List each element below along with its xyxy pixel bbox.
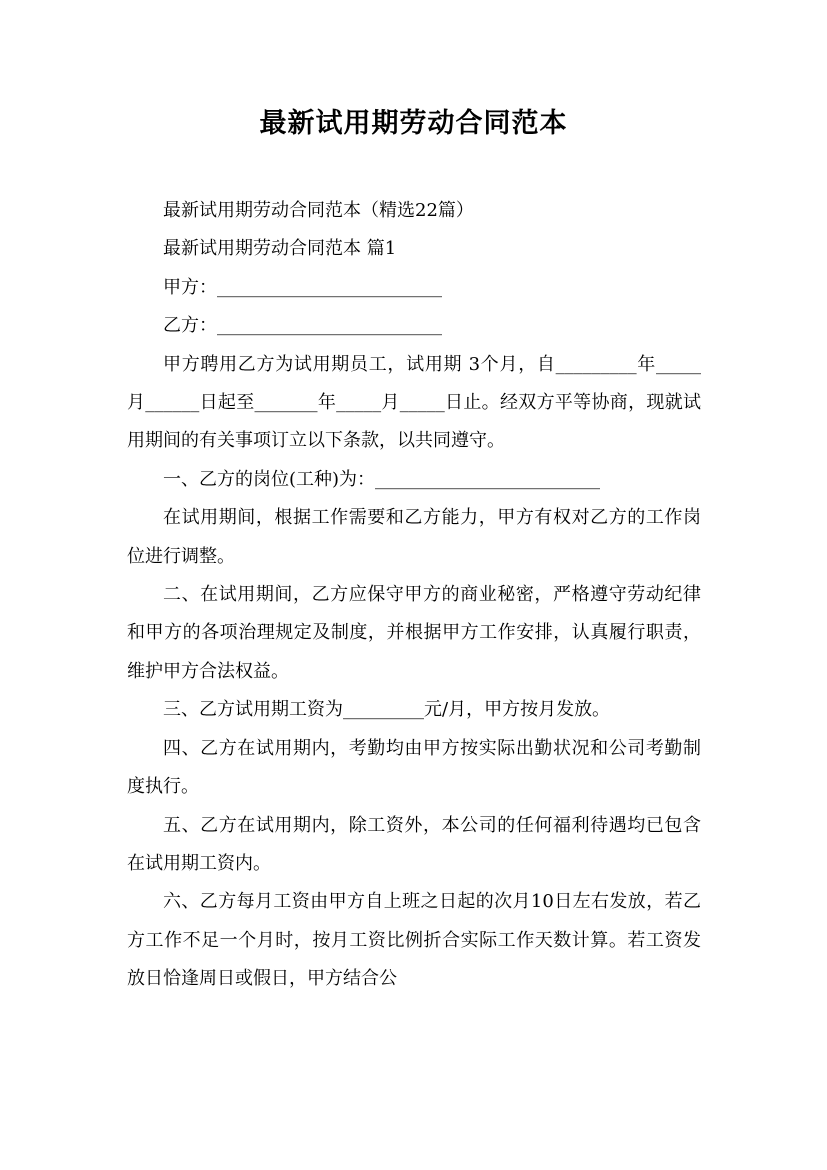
paragraph-party-b: 乙方：_________________________	[163, 315, 442, 337]
paragraph-party-a: 甲方：_________________________	[163, 276, 442, 298]
paragraph-clause-1: 一、乙方的岗位(工种)为：_________________________	[163, 468, 601, 490]
paragraph-clause-6: 六、乙方每月工资由甲方自上班之日起的次月10日左右发放，若乙方工作不足一个月时，按月工资比例折合实际工作天数计算。若工资发放日恰逢周日或假日，甲方结合公	[127, 891, 701, 990]
paragraph-section-heading: 最新试用期劳动合同范本 篇1	[163, 238, 397, 260]
paragraph-clause-1-detail: 在试用期间，根据工作需要和乙方能力，甲方有权对乙方的工作岗位进行调整。	[127, 507, 701, 567]
document-title: 最新试用期劳动合同范本	[259, 108, 568, 139]
paragraph-clause-4: 四、乙方在试用期内，考勤均由甲方按实际出勤状况和公司考勤制度执行。	[127, 737, 701, 798]
paragraph-subtitle: 最新试用期劳动合同范本（精选22篇）	[163, 200, 474, 221]
paragraph-clause-5: 五、乙方在试用期内，除工资外，本公司的任何福利待遇均已包含在试用期工资内。	[127, 814, 701, 874]
document-body	[127, 192, 701, 999]
paragraph-clause-3: 三、乙方试用期工资为_________元/月，甲方按月发放。	[163, 699, 611, 721]
paragraph-probation-period: 甲方聘用乙方为试用期员工，试用期 3个月，自_________年_____月______日起至_______年_____月_____日止。经双方平等协商，现就试用期间的有关事项订立以下条款，以共同遵守。	[127, 353, 701, 452]
paragraph-clause-2: 二、在试用期间，乙方应保守甲方的商业秘密，严格遵守劳动纪律和甲方的各项治理规定及制度，并根据甲方工作安排，认真履行职责，维护甲方合法权益。	[127, 584, 701, 682]
